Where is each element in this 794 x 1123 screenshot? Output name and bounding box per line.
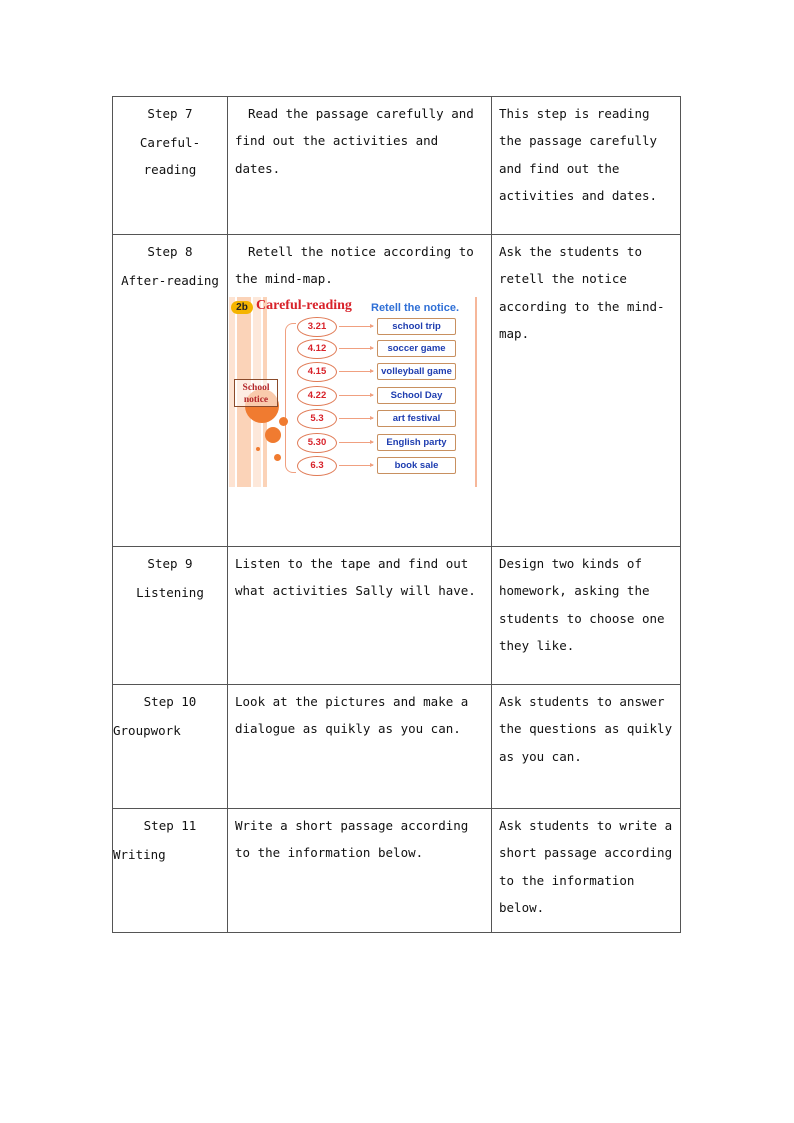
circle-decoration	[265, 427, 281, 443]
date-oval: 4.15	[297, 362, 337, 382]
activity-box: School Day	[377, 387, 456, 404]
date-oval: 3.21	[297, 317, 337, 337]
purpose-text: Design two kinds of homework, asking the students to choose one they like.	[499, 556, 665, 653]
lesson-plan-table	[112, 96, 681, 933]
circle-decoration	[279, 417, 288, 426]
stage-label: Writing	[113, 847, 166, 862]
activity-box: soccer game	[377, 340, 456, 357]
arrow	[339, 326, 373, 327]
purpose-cell	[492, 235, 681, 547]
table-row	[113, 809, 681, 933]
step-label: Step 11	[143, 818, 197, 833]
date-oval: 5.30	[297, 433, 337, 453]
mind-map-image	[229, 297, 479, 487]
date-oval: 4.12	[297, 339, 337, 359]
arrow	[339, 395, 373, 396]
step-label: Step 9	[147, 556, 193, 571]
activity-box: volleyball game	[377, 363, 456, 380]
activity-cell	[228, 97, 492, 235]
activity-text: Write a short passage according to the information below.	[235, 818, 469, 861]
step-label: Step 8	[147, 244, 193, 259]
step-label: Step 7	[147, 106, 193, 121]
stage-label: Listening	[136, 585, 204, 600]
circle-decoration	[256, 447, 260, 451]
arrow	[339, 465, 373, 466]
step-label: Step 10	[143, 694, 197, 709]
purpose-cell	[492, 809, 681, 933]
step-cell	[113, 809, 228, 933]
mind-map-title: Careful-reading	[256, 297, 352, 313]
step-cell	[113, 685, 228, 809]
arrow	[339, 418, 373, 419]
purpose-cell	[492, 685, 681, 809]
activity-text: Listen to the tape and find out what activities Sally will have.	[235, 556, 476, 599]
stage-label: After-reading	[121, 273, 219, 288]
circle-decoration	[274, 454, 281, 461]
step-cell	[113, 235, 228, 547]
activity-text: Read the passage carefully and find out the activities and dates.	[235, 106, 474, 176]
purpose-text: Ask students to answer the questions as quikly as you can.	[499, 694, 673, 764]
activity-cell	[228, 547, 492, 685]
purpose-cell	[492, 97, 681, 235]
step-cell	[113, 97, 228, 235]
stage-label: Groupwork	[113, 723, 181, 738]
date-oval: 5.3	[297, 409, 337, 429]
purpose-text: Ask the students to retell the notice according to the mind-map.	[499, 244, 665, 341]
activity-box: school trip	[377, 318, 456, 335]
activity-box: English party	[377, 434, 456, 451]
table-row	[113, 235, 681, 547]
bracket-line	[285, 323, 296, 473]
arrow	[339, 442, 373, 443]
purpose-text: Ask students to write a short passage according to the information below.	[499, 818, 673, 915]
date-oval: 4.22	[297, 386, 337, 406]
table-row	[113, 547, 681, 685]
activity-text: Retell the notice according to the mind-map.	[235, 244, 474, 287]
activity-cell	[228, 685, 492, 809]
activity-box: art festival	[377, 410, 456, 427]
mind-map-subtitle: Retell the notice.	[371, 301, 460, 314]
activity-text: Look at the pictures and make a dialogue as quikly as you can.	[235, 694, 469, 737]
table-row	[113, 685, 681, 809]
step-cell	[113, 547, 228, 685]
arrow	[339, 348, 373, 349]
section-badge: 2b	[231, 301, 253, 314]
table-row	[113, 97, 681, 235]
activity-box: book sale	[377, 457, 456, 474]
stage-label: Careful- reading	[139, 135, 201, 177]
date-oval: 6.3	[297, 456, 337, 476]
activity-cell	[228, 809, 492, 933]
purpose-cell	[492, 547, 681, 685]
arrow	[339, 371, 373, 372]
purpose-text: This step is reading the passage carefully and find out the activities and dates.	[499, 106, 658, 203]
school-notice-box: School notice	[234, 379, 278, 407]
activity-cell	[228, 235, 492, 547]
